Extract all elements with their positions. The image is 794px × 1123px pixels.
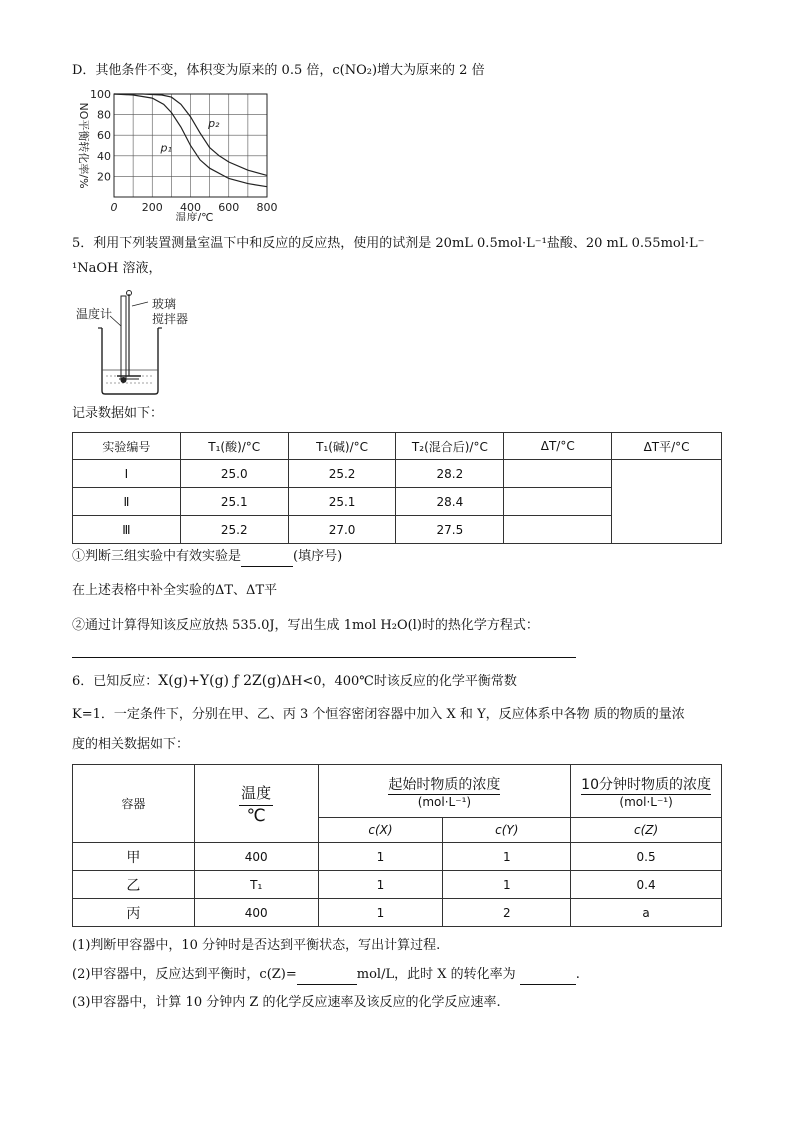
table-cell: Ⅲ — [73, 516, 181, 544]
q6-suffix: ΔH<0，400℃时该反应的化学平衡常数 — [281, 674, 517, 689]
header-temp-num: 温度 — [241, 783, 272, 802]
beaker-icon — [98, 328, 162, 394]
table-cell: 28.2 — [396, 460, 504, 488]
series-label-p1: p₁ — [160, 141, 172, 155]
table-header: ΔT/°C — [504, 433, 612, 460]
table-cell: 1 — [443, 843, 571, 871]
q6-line3: 度的相关数据如下： — [72, 737, 190, 752]
y-tick-label: 20 — [97, 170, 111, 184]
q6-sub2-blank-conversion[interactable] — [520, 966, 576, 985]
delta-t-answer-cell[interactable] — [504, 488, 612, 516]
table-cell: 25.1 — [180, 488, 288, 516]
q5-sub1 — [72, 548, 342, 567]
q6-sub2-a: (2)甲容器中，反应达到平衡时，c(Z)= — [72, 967, 297, 982]
q6-sub2-blank-cz[interactable] — [297, 966, 357, 985]
q6-prefix: 6．已知反应： — [72, 674, 159, 689]
table-cell: 400 — [194, 899, 318, 927]
stirrer-label-2: 搅拌器 — [152, 312, 189, 326]
q5-sub1-blank[interactable] — [241, 548, 293, 567]
table-header-row — [73, 765, 722, 818]
table-row — [73, 899, 722, 927]
table-header-row — [73, 433, 722, 460]
q5-sub1-prefix: ①判断三组实验中有效实验是 — [72, 549, 242, 564]
x-tick-label: 800 — [256, 201, 278, 214]
header-10min-concentration — [571, 765, 722, 818]
table-row — [73, 460, 722, 488]
record-label: 记录数据如下： — [72, 406, 164, 421]
table-cell: 1 — [318, 899, 443, 927]
y-tick-label: 60 — [97, 129, 111, 143]
y-tick-label: 100 — [90, 88, 111, 101]
table-cell: 2 — [443, 899, 571, 927]
table-cell: 0.4 — [571, 871, 722, 899]
header-start-unit: (mol·L⁻¹) — [417, 794, 472, 809]
q5-text-line2: ¹NaOH 溶液， — [72, 261, 162, 276]
table-cell: 28.4 — [396, 488, 504, 516]
header-container: 容器 — [73, 765, 195, 843]
table-cell: a — [571, 899, 722, 927]
q6-sub3: (3)甲容器中，计算 10 分钟内 Z 的化学反应速率及该反应的化学反应速率. — [72, 995, 501, 1010]
header-temp-den: ℃ — [246, 805, 266, 826]
table-cell: T₁ — [194, 871, 318, 899]
q5-sub2-answer-line[interactable] — [72, 657, 576, 658]
y-axis-label: NO平衡转化率/% — [77, 102, 90, 189]
x-tick-label: 0 — [110, 201, 118, 214]
q6-line1 — [72, 672, 517, 691]
header-start-concentration — [318, 765, 571, 818]
header-cz: c(Z) — [571, 818, 722, 843]
header-cy: c(Y) — [443, 818, 571, 843]
table-header: T₁(酸)/°C — [180, 433, 288, 460]
thermometer-label: 温度计 — [76, 307, 113, 321]
table-cell: Ⅱ — [73, 488, 181, 516]
table-header: ΔT平/°C — [612, 433, 722, 460]
header-temperature — [194, 765, 318, 843]
x-tick-label: 200 — [141, 201, 163, 214]
header-10min-label: 10分钟时物质的浓度 — [581, 774, 711, 795]
delta-t-answer-cell[interactable] — [504, 460, 612, 488]
delta-t-avg-answer-cell[interactable] — [612, 460, 722, 544]
header-10min-unit: (mol·L⁻¹) — [619, 794, 673, 809]
no-conversion-chart — [70, 86, 290, 221]
q5-text-line1: 5．利用下列装置测量室温下中和反应的反应热，使用的试剂是 20mL 0.5mol·L⁻¹盐酸、20 mL 0.55mol·L⁻ — [72, 236, 705, 251]
stirrer-label-1: 玻璃 — [152, 297, 177, 311]
table-row — [73, 843, 722, 871]
calorimeter-apparatus — [72, 288, 212, 398]
q6-reaction: X(g)+Y(g) ƒ 2Z(g) — [158, 673, 282, 689]
table-cell: 甲 — [73, 843, 195, 871]
table-cell: 1 — [443, 871, 571, 899]
table-cell: 25.0 — [180, 460, 288, 488]
table-cell: 丙 — [73, 899, 195, 927]
q6-sub2-b: mol/L，此时 X 的转化率为 — [356, 967, 516, 982]
header-cx: c(X) — [318, 818, 443, 843]
header-start-label: 起始时物质的浓度 — [388, 774, 500, 795]
y-tick-label: 40 — [97, 149, 111, 163]
table-cell: 25.2 — [288, 460, 396, 488]
q5-data-table — [72, 432, 722, 544]
q6-sub2 — [72, 966, 580, 985]
x-axis-label: 温度/℃ — [175, 211, 214, 221]
table-row — [73, 871, 722, 899]
table-header: 实验编号 — [73, 433, 181, 460]
delta-t-answer-cell[interactable] — [504, 516, 612, 544]
table-cell: 25.1 — [288, 488, 396, 516]
q4-option-d: D．其他条件不变，体积变为原来的 0.5 倍，c(NO₂)增大为原来的 2 倍 — [72, 63, 485, 78]
q6-data-table — [72, 764, 722, 927]
table-cell: 27.5 — [396, 516, 504, 544]
table-cell: 1 — [318, 871, 443, 899]
table-cell: 1 — [318, 843, 443, 871]
table-cell: 乙 — [73, 871, 195, 899]
table-cell: 0.5 — [571, 843, 722, 871]
table-cell: 400 — [194, 843, 318, 871]
table-header: T₂(混合后)/°C — [396, 433, 504, 460]
q5-sub1-line2: 在上述表格中补全实验的ΔT、ΔT平 — [72, 583, 278, 598]
y-tick-label: 80 — [97, 108, 111, 122]
q6-line2: K=1．一定条件下，分别在甲、乙、丙 3 个恒容密闭容器中加入 X 和 Y，反应体系中各物 质的物质的量浓 — [72, 707, 685, 722]
x-tick-label: 600 — [218, 201, 240, 214]
q6-sub1: (1)判断甲容器中，10 分钟时是否达到平衡状态，写出计算过程. — [72, 938, 441, 953]
q5-sub2: ②通过计算得知该反应放热 535.0J，写出生成 1mol H₂O(l)时的热化学方程式： — [72, 618, 539, 633]
q6-sub2-c: . — [575, 967, 580, 982]
table-header: T₁(碱)/°C — [288, 433, 396, 460]
table-cell: 27.0 — [288, 516, 396, 544]
x-tick-label: 400 — [180, 201, 201, 214]
table-cell: Ⅰ — [73, 460, 181, 488]
series-label-p2: p₂ — [208, 117, 220, 131]
q5-sub1-suffix: (填序号) — [293, 549, 343, 564]
table-cell: 25.2 — [180, 516, 288, 544]
